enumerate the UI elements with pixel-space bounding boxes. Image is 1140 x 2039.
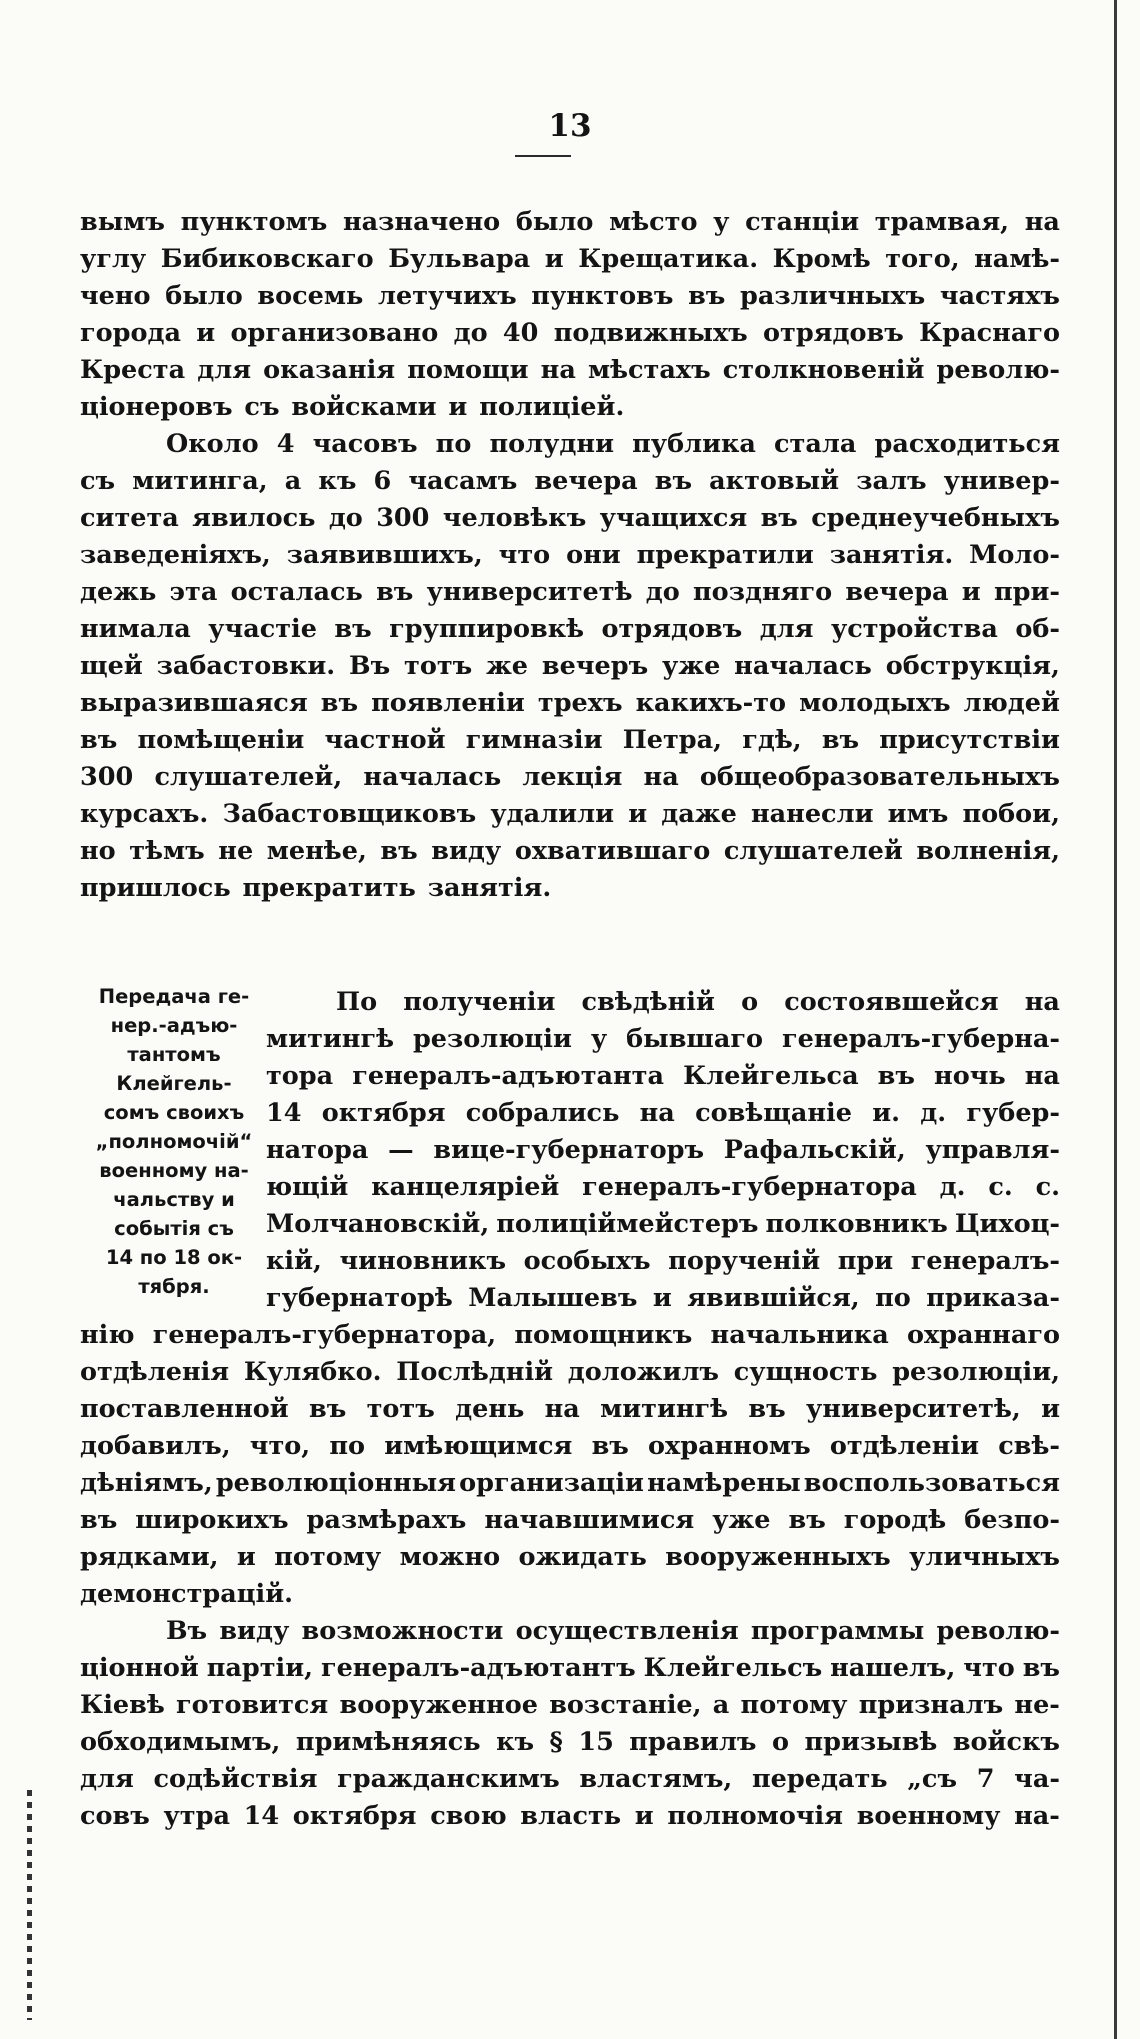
text-line: кій, чиновникъ особыхъ порученій при генералъ- [266,1246,1060,1276]
text-line: митингѣ резолюціи у бывшаго генералъ-губерна- [266,1024,1060,1054]
text-line: заведеніяхъ, заявившихъ, что они прекратили занятія. Моло- [80,540,1060,570]
text-line: чено было восемь летучихъ пунктовъ въ различныхъ частяхъ [80,281,1060,311]
text-line: Креста для оказанія помощи на мѣстахъ столкновеній револю- [80,355,1060,385]
margin-note-line: сомъ своихъ [103,1101,245,1124]
margin-note-line: Передача ге- [98,985,250,1008]
margin-note-line: событія съ [114,1217,234,1240]
text-line: въ помѣщеніи частной гимназіи Петра, гдѣ, въ присутствіи [80,725,1060,755]
margin-note-line: 14 по 18 ок- [105,1246,243,1269]
text-line: нимала участіе въ группировкѣ отрядовъ для устройства об- [80,614,1060,644]
paragraph-1 [80,204,1060,426]
text-line: города и организовано до 40 подвижныхъ отрядовъ Краснаго [80,318,1060,348]
text-line: углу Бибиковскаго Бульвара и Крещатика. Кромѣ того, намѣ- [80,244,1060,274]
margin-note-line: тября. [138,1275,210,1298]
text-line: съ митинга, а къ 6 часамъ вечера въ актовый залъ универ- [80,466,1060,496]
text-line: отдѣленія Кулябко. Послѣдній доложилъ сущность резолюціи, [80,1357,1060,1387]
text-line: выразившаяся въ появленіи трехъ какихъ-то молодыхъ людей [80,688,1060,718]
text-line: но тѣмъ не менѣе, въ виду охватившаго слушателей волненія, [80,836,1060,866]
text-line: Около 4 часовъ по полудни публика стала расходиться [166,429,1060,459]
text-line: для содѣйствія гражданскимъ властямъ, передать „съ 7 ча- [80,1764,1060,1794]
scan-left-smear [27,1790,32,2020]
text-line: Въ виду возможности осуществленія программы револю- [166,1616,1060,1646]
text-line: натора — вице-губернаторъ Рафальскій, управля- [266,1135,1060,1165]
text-line: дѣніямъ, революціонныя организаціи намѣрены воспользоваться [80,1468,1060,1498]
text-line: рядками, и потому можно ожидать вооруженныхъ уличныхъ [80,1542,1060,1572]
paragraph-4 [80,1613,1060,1835]
text-line: Молчановскій, полиціймейстеръ полковникъ Цихоц- [266,1209,1060,1239]
text-line: тора генералъ-адъютанта Клейгельса въ ночь на [266,1061,1060,1091]
paragraph-2 [80,426,1060,907]
margin-note-line: Клейгель- [116,1072,232,1095]
margin-note-line: тантомъ [127,1043,221,1066]
text-line: По полученіи свѣдѣній о состоявшейся на [336,987,1060,1017]
text-line: дежь эта осталась въ университетѣ до поздняго вечера и при- [80,577,1060,607]
text-line: курсахъ. Забастовщиковъ удалили и даже нанесли имъ побои, [80,799,1060,829]
text-line: 300 слушателей, началась лекція на общеобразовательныхъ [80,762,1060,792]
text-line: ціонеровъ съ войсками и полиціей. [80,392,625,422]
text-line: 14 октября собрались на совѣщаніе и. д. губер- [266,1098,1060,1128]
paragraph-3-full [80,1317,1060,1613]
page-number-rule [515,155,571,157]
text-line: добавилъ, что, по имѣющимся въ охранномъ отдѣленіи свѣ- [80,1431,1060,1461]
text-line: губернаторѣ Малышевъ и явившійся, по приказа- [266,1283,1060,1313]
text-line: совъ утра 14 октября свою власть и полномочія военному на- [80,1801,1060,1831]
margin-note-line: чальству и [113,1188,235,1211]
text-line: демонстрацій. [80,1579,294,1609]
text-line: Кіевѣ готовится вооруженное возстаніе, а потому призналъ не- [80,1690,1060,1720]
margin-note-line: нер.-адъю- [110,1014,238,1037]
text-line: ціонной партіи, генералъ-адъютантъ Клейгельсъ нашелъ, что въ [80,1653,1060,1683]
text-line: ситета явилось до 300 человѣкъ учащихся въ среднеучебныхъ [80,503,1060,533]
text-line: вымъ пунктомъ назначено было мѣсто у станціи трамвая, на [80,207,1060,237]
text-line: ющій канцеляріей генералъ-губернатора д. с. с. [266,1172,1060,1202]
margin-note-line: военному на- [99,1159,249,1182]
text-line: обходимымъ, примѣняясь къ § 15 правилъ о призывѣ войскъ [80,1727,1060,1757]
margin-note-line: „полномочій“ [95,1130,253,1153]
margin-note [80,982,268,1301]
text-line: пришлось прекратить занятія. [80,873,552,903]
text-line: щей забастовки. Въ тотъ же вечеръ уже началась обструкція, [80,651,1060,681]
paragraph-3-wrapped [266,984,1060,1317]
text-line: нію генералъ-губернатора, помощникъ начальника охраннаго [80,1320,1060,1350]
text-line: въ широкихъ размѣрахъ начавшимися уже въ городѣ безпо- [80,1505,1060,1535]
page-number: 13 [548,108,592,144]
text-line: поставленной въ тотъ день на митингѣ въ университетѣ, и [80,1394,1060,1424]
scan-right-edge [1114,0,1117,2039]
